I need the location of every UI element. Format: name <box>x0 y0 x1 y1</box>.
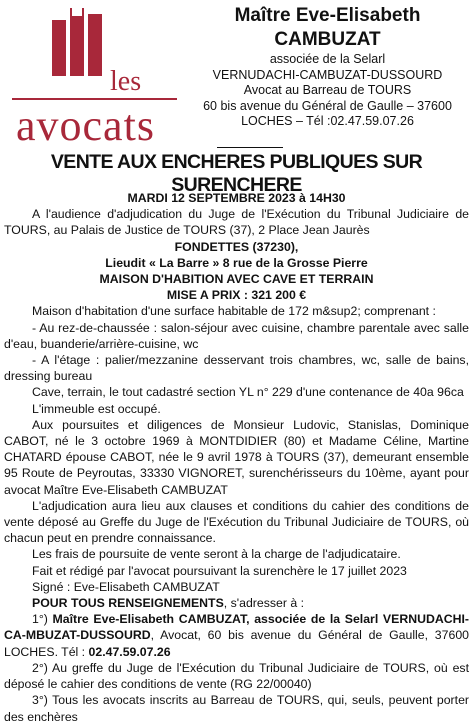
paragraph-upper-floor: - A l'étage : palier/mezzanine desservant trois chambres, wc, salle de bains, dressing bureau <box>4 353 469 384</box>
location-address: Lieudit « La Barre » 8 rue de la Grosse Pierre <box>105 255 368 270</box>
contact-1-num: 1°) <box>32 612 53 627</box>
contact-1-address: , Avocat, 60 bis avenue du Général de Gaulle, 37600 LOCHES. Tél : <box>4 628 469 659</box>
contact-item-2: 2°) Au greffe du Juge de l'Exécution du Tribunal Judiciaire de TOURS, où est déposé le cahier des conditions de vente (RG 22/00040) <box>4 660 469 692</box>
lawyer-header <box>190 4 465 130</box>
header-line-3: Avocat au Barreau de TOURS <box>243 83 412 97</box>
logo-cutout <box>72 6 82 16</box>
header-line-2: VERNUDACHI-CAMBUZAT-DUSSOURD <box>212 67 443 82</box>
paragraph-ground-floor: - Au rez-de-chaussée : salon-séjour avec cuisine, chambre parentale avec salle d'eau, buanderie/arrière-cuisine, wc <box>4 320 469 351</box>
paragraph-drafted: Fait et rédigé par l'avocat poursuivant la surenchère le 17 juillet 2023 <box>32 563 407 578</box>
property-type: MAISON D'HABITION AVEC CAVE ET TERRAIN <box>99 272 374 287</box>
location-city: FONDETTES (37230), <box>174 239 299 254</box>
paragraph-conditions: L'adjudication aura lieu aux clauses et conditions du cahier des conditions de vente déposé au Greffe du Juge de l'Exécution du Tribunal Judiciaire de TOURS, où chacun peut en prendre connaissance. <box>4 498 469 546</box>
paragraph-info <box>4 595 469 611</box>
notice-title: VENTE AUX ENCHERES PUBLIQUES SUR SURENCHERE <box>50 151 423 196</box>
paragraph-audience: A l'audience d'adjudication du Juge de l'Exécution du Tribunal Judiciaire de TOURS, au Palais de Justice de TOURS (37), 2 Place Jean Jaurès <box>4 207 469 238</box>
info-rest: , s'adresser à : <box>223 596 305 611</box>
notice-body <box>4 190 469 725</box>
paragraph-signature: Signé : Eve-Elisabeth CAMBUZAT <box>32 579 220 594</box>
paragraph-surface: Maison d'habitation d'une surface habitable de 172 m&sup2; comprenant : <box>32 304 436 319</box>
paragraph-plaintiffs: Aux poursuites et diligences de Monsieur Ludovic, Stanislas, Dominique CABOT, né le 3 octobre 1969 à MONTDIDIER (80) et Madame Céline, Martine CHATARD épouse CABOT, née le 9 avril 1978 à TOURS (37), demeurant ensemble 95 Route de Peyroutas, 33330 VIGNORET, surenchérisseurs du 10ème, ayant pour avocat Maître Eve-Elisabeth CAMBUZAT <box>4 417 469 497</box>
paragraph-occupied: L'immeuble est occupé. <box>32 401 161 416</box>
les-avocats-logo <box>12 6 182 150</box>
contact-item-1 <box>4 611 469 660</box>
contact-1-phone: 02.47.59.07.26 <box>88 644 171 659</box>
starting-price: MISE A PRIX : 321 200 € <box>166 288 307 303</box>
contact-item-3: 3°) Tous les avocats inscrits au Barreau de TOURS, qui, seuls, peuvent porter des enchères <box>4 693 469 724</box>
header-line-5: LOCHES – Tél :02.47.59.07.26 <box>241 114 414 128</box>
paragraph-cadastre: Cave, terrain, le tout cadastré section YL n° 229 d'une contenance de 40a 96ca <box>32 385 464 400</box>
header-separator <box>217 147 283 148</box>
logo-text-les: les <box>110 66 142 97</box>
header-line-4: 60 bis avenue du Général de Gaulle – 37600 <box>203 98 452 113</box>
lawyer-name: Maître Eve-Elisabeth CAMBUZAT <box>234 5 421 50</box>
logo-text-avocats: avocats <box>16 101 155 150</box>
paragraph-fees: Les frais de poursuite de vente seront à la charge de l'adjudicataire. <box>32 547 401 562</box>
logo-bar-left <box>52 20 66 76</box>
info-heading: POUR TOUS RENSEIGNEMENTS <box>32 596 224 611</box>
auction-date: MARDI 12 SEPTEMBRE 2023 à 14H30 <box>127 191 346 205</box>
logo-bar-right <box>88 14 102 76</box>
logo-bar-middle <box>70 8 84 76</box>
header-line-1: associée de la Selarl <box>269 52 386 66</box>
contact-1-name: Maître Eve-Elisabeth CAMBUZAT, associée de la Selarl VERNUDACHI-CA-MBUZAT-DUSSOURD <box>4 612 469 643</box>
